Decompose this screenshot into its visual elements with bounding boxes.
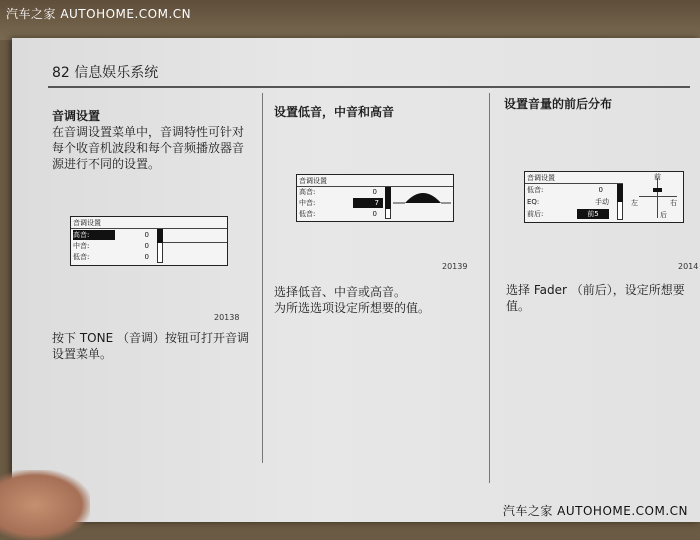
section-heading-tone: 音调设置 [52, 109, 101, 123]
watermark-top: 汽车之家 AUTOHOME.COM.CN [6, 7, 192, 21]
screen-row-value: 0 [598, 186, 603, 194]
screen-row-value: 0 [372, 188, 377, 196]
compass-front-label: 前 [654, 173, 661, 181]
watermark-bottom: 汽车之家 AUTOHOME.COM.CN [502, 504, 688, 518]
tone-screen-illustration [70, 216, 228, 266]
paragraph-line-3: 源进行不同的设置。 [52, 157, 161, 171]
balance-axis-vertical [657, 178, 658, 218]
screen-row-value: 0 [372, 210, 377, 218]
screen-row-value: 手动 [595, 198, 609, 206]
eq-curve [393, 187, 451, 217]
instruction-line-2: 为所选选项设定所想要的值。 [274, 301, 431, 315]
scrollbar-thumb [385, 187, 391, 209]
screen-row-label: 高音: [299, 188, 316, 196]
fader-position-marker [653, 188, 662, 192]
bass-mid-treble-screen [296, 174, 454, 222]
scrollbar-thumb [617, 184, 623, 202]
instruction-line-1: 选择低音、中音或高音。 [274, 285, 407, 299]
page-title: 82 信息娱乐系统 [52, 65, 159, 81]
instruction-line-1: 选择 Fader （前后），设定所想要 [506, 283, 685, 297]
screen-row-value: 0 [144, 253, 149, 261]
screen-row-label: EQ: [527, 198, 540, 206]
screen-row-label: 高音: [73, 230, 115, 240]
screen-title: 音调设置 [527, 174, 555, 182]
paragraph-line-1: 在音调设置菜单中，音调特性可针对 [52, 125, 245, 139]
header-rule [48, 86, 690, 88]
manual-page [12, 38, 700, 522]
screen-row-label: 前后: [527, 210, 544, 218]
section-heading-fader: 设置音量的前后分布 [504, 97, 613, 111]
fader-screen-illustration [524, 171, 684, 223]
screen-title: 音调设置 [73, 219, 101, 227]
section-heading-bass-mid-treble: 设置低音，中音和高音 [274, 105, 395, 119]
scrollbar-thumb [157, 229, 163, 243]
column-divider-2 [489, 93, 490, 483]
screen-title: 音调设置 [299, 177, 327, 185]
eq-curve [163, 242, 227, 243]
screen-row-label: 低音: [73, 253, 90, 261]
screen-row-label: 中音: [73, 242, 90, 250]
instruction-line-1: 按下 TONE （音调）按钮可打开音调 [52, 331, 249, 345]
paragraph-line-2: 每个收音机波段和每个音频播放器音 [52, 141, 245, 155]
screen-row-label: 低音: [299, 210, 316, 218]
compass-rear-label: 后 [660, 211, 667, 219]
instruction-line-2: 设置菜单。 [52, 347, 113, 361]
screen-row-value: 0 [144, 242, 149, 250]
screen-row-value: 0 [144, 231, 149, 239]
figure-number: 20139 [442, 262, 468, 271]
instruction-line-2: 值。 [506, 299, 531, 313]
screen-row-label: 低音: [527, 186, 544, 194]
finger-in-photo [0, 470, 90, 540]
figure-number: 20138 [214, 313, 240, 322]
compass-right-label: 右 [670, 199, 677, 207]
column-divider-1 [262, 93, 263, 463]
compass-left-label: 左 [631, 199, 638, 207]
screen-row-value-selected: 前5 [577, 209, 609, 219]
screen-row-label: 中音: [299, 199, 316, 207]
balance-axis-horizontal [639, 196, 677, 197]
screen-row-value-selected: 7 [353, 198, 383, 208]
figure-number: 2014 [678, 262, 699, 271]
